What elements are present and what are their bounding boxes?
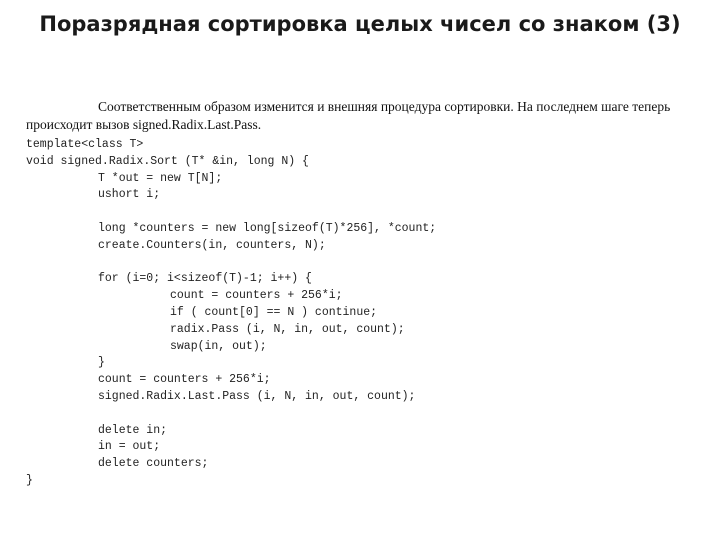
code-line: count = counters + 256*i; (98, 373, 271, 387)
code-line: template<class T> (26, 138, 144, 151)
code-line: in = out; (98, 440, 161, 454)
code-line: for (i=0; i<sizeof(T)-1; i++) { (98, 272, 312, 286)
intro-paragraph: Соответственным образом изменится и внешняя процедура сортировки. На последнем шаге теперь происходит вызов signed.Radix.Last.Pass. (26, 99, 671, 132)
code-listing (26, 137, 706, 490)
code-line: swap(in, out); (170, 339, 267, 353)
code-line: count = counters + 256*i; (170, 289, 343, 303)
code-blank-line (26, 204, 706, 221)
code-line: signed.Radix.Last.Pass (i, N, in, out, count); (98, 389, 416, 403)
code-line: } (26, 473, 33, 487)
code-line: create.Counters(in, counters, N); (98, 238, 326, 252)
code-blank-line (26, 406, 706, 423)
code-line: long *counters = new long[sizeof(T)*256], *count; (98, 221, 437, 235)
code-blank-line (26, 255, 706, 272)
code-line: } (98, 356, 105, 370)
code-line: void signed.Radix.Sort (T* &in, long N) { (26, 154, 309, 168)
slide-title: Поразрядная сортировка целых чисел со знаком (3) (39, 12, 681, 36)
code-line: ushort i; (98, 188, 161, 202)
code-line: radix.Pass (i, N, in, out, count); (170, 322, 405, 336)
code-line: if ( count[0] == N ) continue; (170, 305, 378, 319)
code-line: delete in; (98, 423, 168, 437)
code-line: T *out = new T[N]; (98, 171, 223, 185)
code-line: delete counters; (98, 457, 209, 471)
